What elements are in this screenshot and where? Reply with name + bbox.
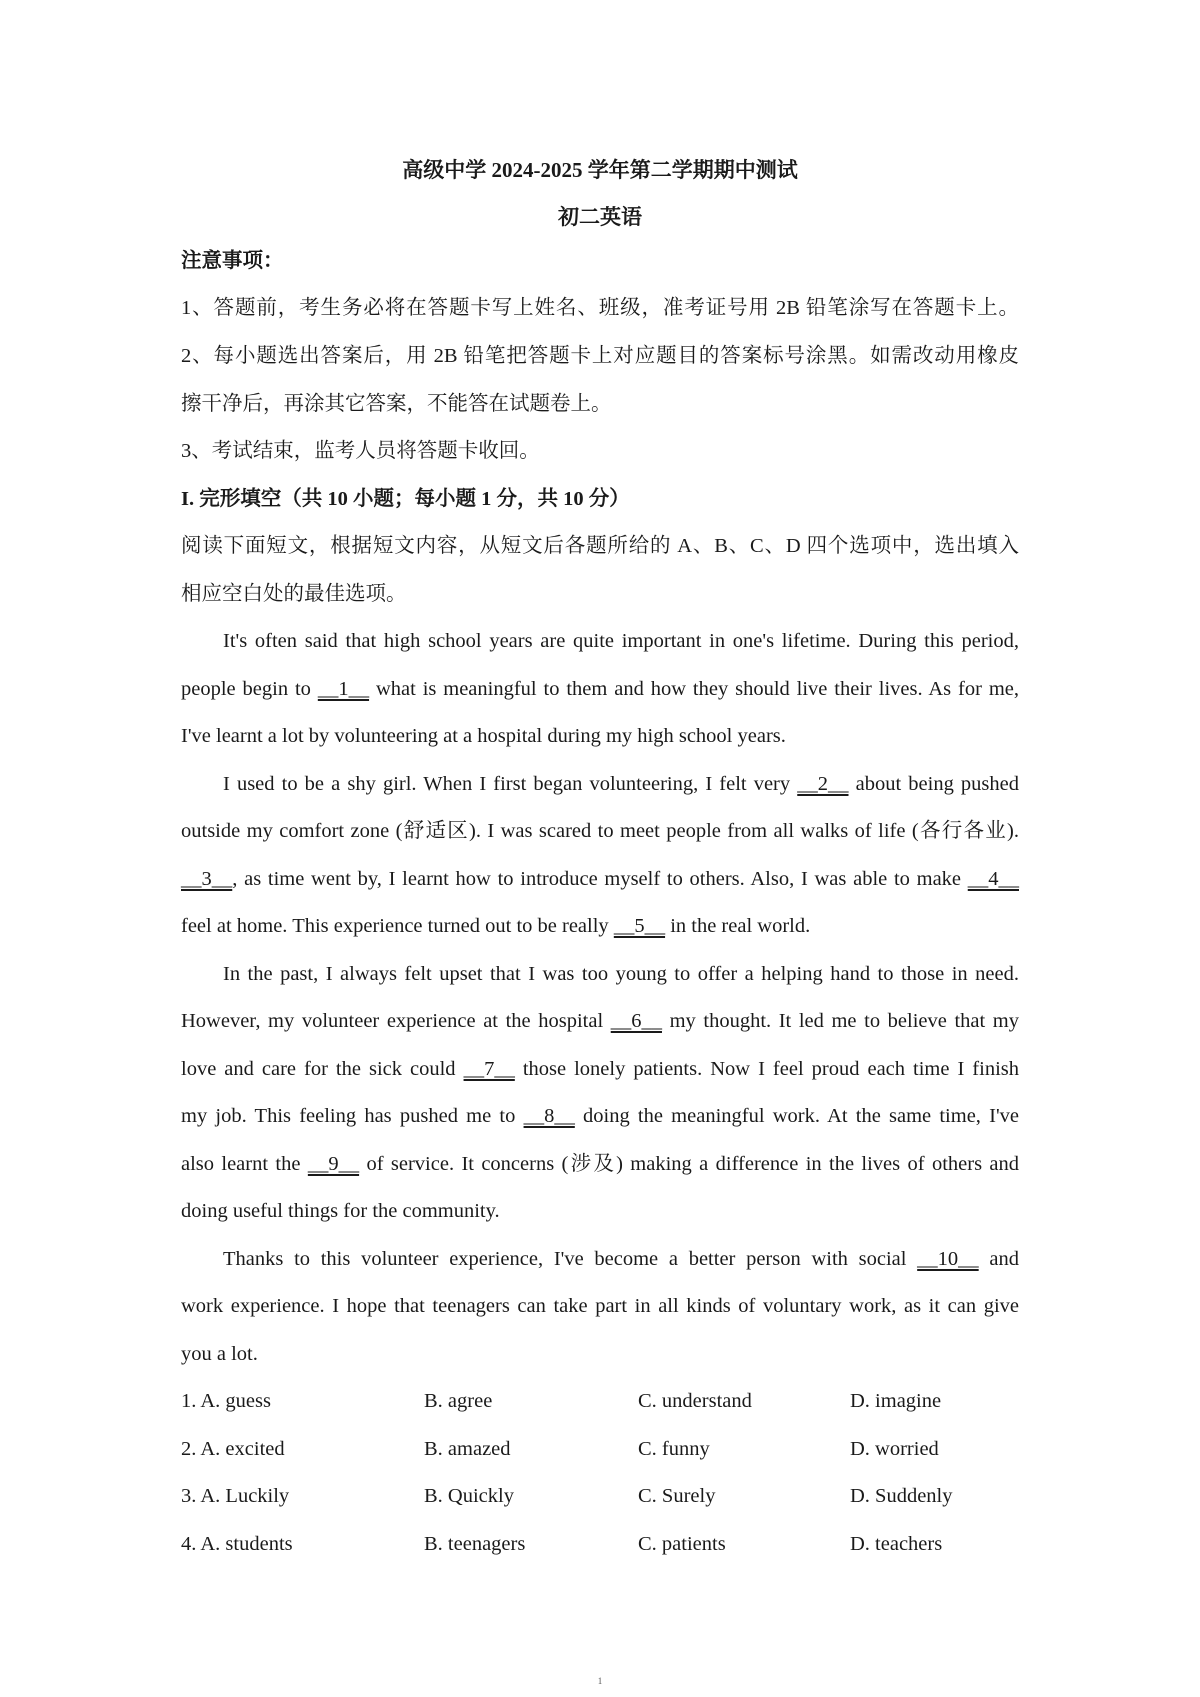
passage-line: people begin to __1__ what is meaningful to them and how they should live their lives. As for me,: [181, 678, 1019, 700]
passage-line: outside my comfort zone (舒适区). I was scared to meet people from all walks of life (各行各业).: [181, 820, 1019, 842]
instructions-line-1: 阅读下面短文，根据短文内容，从短文后各题所给的 A、B、C、D 四个选项中，选出填入: [181, 535, 1019, 557]
blank-5: __5__: [613, 915, 666, 937]
blank-4: __4__: [967, 868, 1019, 890]
instructions-line-2: 相应空白处的最佳选项。: [181, 583, 407, 605]
note-1: 1、答题前，考生务必将在答题卡写上姓名、班级，准考证号用 2B 铅笔涂写在答题卡上。: [181, 297, 1019, 319]
note-2-line-2: 擦干净后，再涂其它答案，不能答在试题卷上。: [181, 393, 612, 415]
blank-1: __1__: [317, 678, 370, 700]
question-2-option-c: C. funny: [638, 1438, 710, 1460]
question-2-option-d: D. worried: [850, 1438, 939, 1460]
question-3-option-a: 3. A. Luckily: [181, 1485, 290, 1507]
question-3-option-b: B. Quickly: [424, 1485, 514, 1507]
exam-title: 高级中学 2024-2025 学年第二学期期中测试: [402, 158, 798, 182]
passage-line: Thanks to this volunteer experience, I've become a better person with social __10__ and: [223, 1248, 1019, 1270]
question-1-option-d: D. imagine: [850, 1390, 942, 1412]
blank-10: __10__: [917, 1248, 979, 1270]
blank-6: __6__: [610, 1010, 662, 1032]
blank-7: __7__: [463, 1058, 515, 1080]
notes-heading: 注意事项：: [181, 250, 284, 272]
question-1-option-c: C. understand: [638, 1390, 752, 1412]
question-3-option-c: C. Surely: [638, 1485, 716, 1507]
passage-line: In the past, I always felt upset that I was too young to offer a helping hand to those in need.: [223, 963, 1019, 985]
question-2-option-b: B. amazed: [424, 1438, 511, 1460]
passage-line: you a lot.: [181, 1343, 258, 1365]
blank-8: __8__: [523, 1105, 575, 1127]
passage-line: However, my volunteer experience at the hospital __6__ my thought. It led me to believe that my: [181, 1010, 1019, 1032]
question-3-option-d: D. Suddenly: [850, 1485, 953, 1507]
passage-line: feel at home. This experience turned out to be really __5__ in the real world.: [181, 915, 811, 937]
question-4-option-c: C. patients: [638, 1533, 726, 1555]
note-2-line-1: 2、每小题选出答案后，用 2B 铅笔把答题卡上对应题目的答案标号涂黑。如需改动用橡皮: [181, 345, 1019, 367]
question-2-option-a: 2. A. excited: [181, 1438, 285, 1460]
question-4-option-d: D. teachers: [850, 1533, 943, 1555]
passage-line: love and care for the sick could __7__ those lonely patients. Now I feel proud each time I finish: [181, 1058, 1019, 1080]
exam-subject: 初二英语: [558, 205, 642, 229]
passage-line: also learnt the __9__ of service. It concerns (涉及) making a difference in the lives of others and: [181, 1153, 1020, 1175]
page-number: 1: [597, 1676, 603, 1686]
blank-2: __2__: [797, 773, 849, 795]
passage-line: work experience. I hope that teenagers can take part in all kinds of voluntary work, as it can give: [181, 1295, 1019, 1317]
passage-line: doing useful things for the community.: [181, 1200, 500, 1222]
question-1-option-b: B. agree: [424, 1390, 493, 1412]
passage-line: I've learnt a lot by volunteering at a hospital during my high school years.: [181, 725, 786, 747]
passage-line: __3__, as time went by, I learnt how to introduce myself to others. Also, I was able to make __4__: [181, 868, 1019, 890]
blank-9: __9__: [307, 1153, 360, 1175]
note-3: 3、考试结束，监考人员将答题卡收回。: [181, 440, 540, 462]
blank-3: __3__: [181, 868, 233, 890]
passage-line: It's often said that high school years are quite important in one's lifetime. During this period,: [223, 630, 1019, 652]
section-heading: I. 完形填空（共 10 小题；每小题 1 分，共 10 分）: [181, 488, 630, 510]
passage-line: my job. This feeling has pushed me to __8__ doing the meaningful work. At the same time, I've: [181, 1105, 1019, 1127]
passage-line: I used to be a shy girl. When I first began volunteering, I felt very __2__ about being pushed: [223, 773, 1020, 795]
question-1-option-a: 1. A. guess: [181, 1390, 271, 1412]
question-4-option-a: 4. A. students: [181, 1533, 293, 1555]
question-4-option-b: B. teenagers: [424, 1533, 526, 1555]
